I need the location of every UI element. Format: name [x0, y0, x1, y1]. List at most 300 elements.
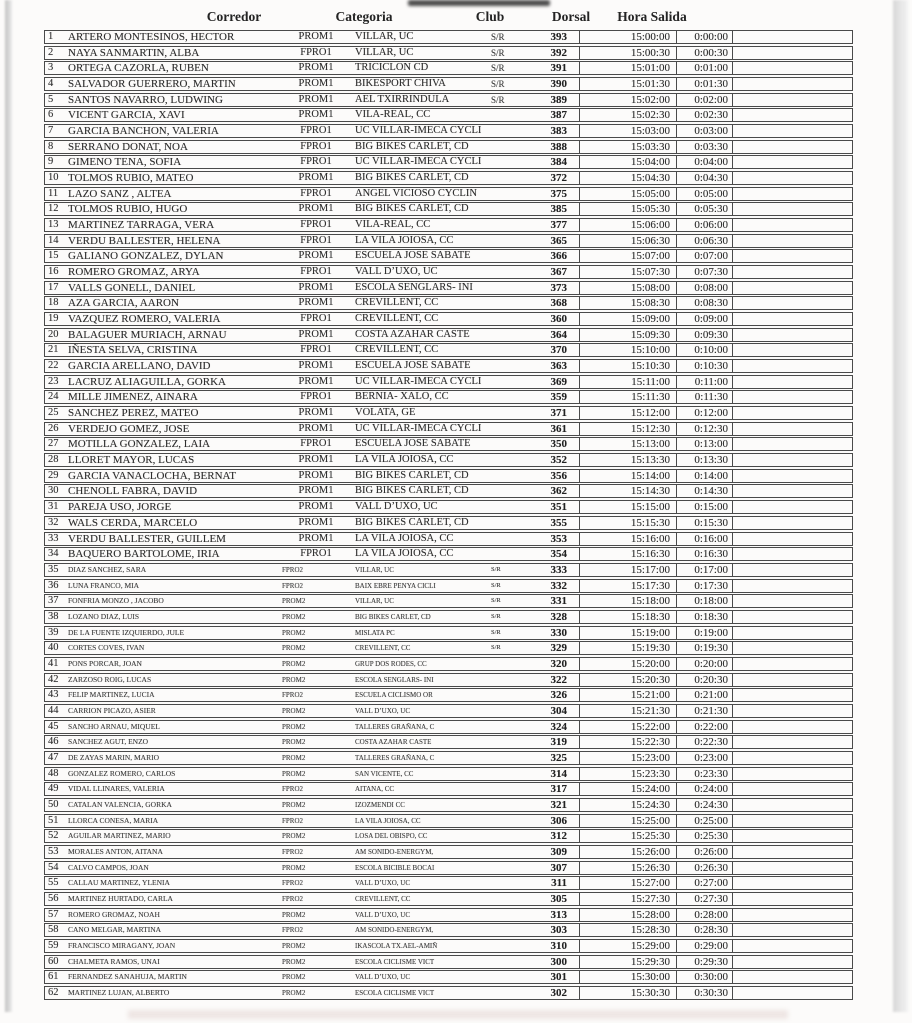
dorsal-number: 307: [550, 861, 567, 874]
rider-club: BERNIA- XALO, CC: [355, 391, 449, 403]
sr-flag: [491, 423, 521, 435]
rider-club: CREVILLENT, CC: [355, 644, 411, 653]
offset-time: 0:08:00: [676, 282, 732, 294]
rider-name: MARTINEZ LUJAN, ALBERTO: [68, 987, 170, 997]
empty-cell: [732, 141, 852, 153]
rider-club: VILLAR, UC: [355, 31, 414, 42]
offset-time: 0:24:00: [676, 783, 732, 795]
table-row: [44, 610, 853, 624]
rider-club: ESCOLA BICIBLE BOCAI: [355, 863, 435, 872]
row-number: 49: [48, 783, 59, 795]
rider-club: LA VILA JOIOSA, CC: [355, 454, 454, 466]
empty-cell: [732, 156, 852, 168]
sr-flag: [491, 235, 521, 247]
empty-cell: [732, 877, 852, 889]
rider-club: ESCUELA JOSE SABATE: [355, 438, 471, 450]
rider-name: AZA GARCIA, AARON: [68, 297, 179, 310]
rider-name: SANCHEZ AGUT, ENZO: [68, 737, 149, 747]
start-time: 15:05:30: [579, 203, 676, 215]
rider-category: FPRO1: [300, 266, 332, 278]
start-time: 15:07:30: [579, 266, 676, 278]
table-row: [44, 469, 853, 483]
start-time: 15:26:30: [579, 862, 676, 874]
row-number: 35: [48, 563, 59, 575]
rider-category: FPRO2: [282, 691, 304, 700]
sr-flag: [491, 846, 521, 858]
rider-name: VICENT GARCIA, XAVI: [68, 109, 185, 122]
offset-time: 0:06:30: [676, 235, 732, 247]
row-number: 51: [48, 814, 59, 826]
table-header: [44, 6, 853, 28]
table-row: [44, 30, 853, 44]
rider-club: GRUP DOS RODES, CC: [355, 659, 427, 668]
rider-name: VIDAL LLINARES, VALERIA: [68, 784, 165, 794]
empty-cell: [732, 924, 852, 936]
rider-club: BIG BIKES CARLET, CD: [355, 172, 469, 184]
table-row: [44, 532, 853, 546]
rider-club: ANGEL VICIOSO CYCLIN: [355, 187, 477, 199]
start-time: 15:00:30: [579, 47, 676, 59]
sr-flag: [491, 689, 521, 701]
rider-category: PROM2: [282, 988, 306, 997]
rider-category: PROM2: [282, 910, 306, 919]
row-number: 60: [48, 955, 59, 967]
rider-club: BIG BIKES CARLET, CD: [355, 203, 469, 215]
rider-name: GARCIA BANCHON, VALERIA: [68, 125, 219, 138]
sr-flag: [491, 250, 521, 262]
rider-category: FPRO1: [300, 313, 332, 325]
rider-category: PROM1: [298, 516, 334, 528]
empty-cell: [732, 47, 852, 59]
empty-cell: [732, 391, 852, 403]
empty-cell: [732, 454, 852, 466]
rider-name: VERDU BALLESTER, GUILLEM: [68, 532, 226, 545]
table-row: [44, 579, 853, 593]
start-time: 15:14:00: [579, 470, 676, 482]
rider-category: FPRO2: [282, 785, 304, 794]
empty-cell: [732, 203, 852, 215]
rider-name: PAREJA USO, JORGE: [68, 501, 172, 514]
rider-category: FPRO2: [282, 879, 304, 888]
table-row: [44, 814, 853, 828]
rider-name: FRANCISCO MIRAGANY, JOAN: [68, 940, 176, 950]
start-time: 15:09:30: [579, 329, 676, 341]
rider-name: ARTERO MONTESINOS, HECTOR: [68, 31, 235, 43]
rider-category: FPRO1: [300, 156, 332, 168]
dorsal-number: 311: [551, 877, 567, 890]
dorsal-number: 383: [550, 125, 567, 138]
dorsal-number: 351: [550, 501, 567, 514]
sr-flag: S/R: [491, 581, 501, 589]
rider-category: PROM2: [282, 738, 306, 747]
offset-time: 0:12:00: [676, 407, 732, 419]
row-number: 26: [48, 422, 59, 434]
offset-time: 0:04:30: [676, 172, 732, 184]
offset-time: 0:29:00: [676, 940, 732, 952]
rider-club: BIG BIKES CARLET, CD: [355, 516, 469, 528]
rider-name: GIMENO TENA, SOFIA: [68, 156, 182, 169]
rider-club: ESCOLA SENGLARS- INI: [355, 675, 434, 684]
rider-name: VAZQUEZ ROMERO, VALERIA: [68, 313, 221, 326]
start-time: 15:20:00: [579, 658, 676, 670]
sr-flag: [491, 830, 521, 842]
row-number: 62: [48, 986, 59, 998]
sr-flag: [491, 783, 521, 795]
dorsal-number: 375: [550, 187, 567, 200]
start-list-table: [44, 30, 853, 1002]
rider-category: FPRO1: [300, 187, 332, 199]
empty-cell: [732, 564, 852, 576]
rider-club: CREVILLENT, CC: [355, 313, 439, 325]
rider-category: PROM2: [282, 941, 306, 950]
start-time: 15:29:30: [579, 956, 676, 968]
rider-category: FPRO1: [300, 46, 332, 58]
table-row: [44, 218, 853, 232]
rider-name: GARCIA ARELLANO, DAVID: [68, 360, 211, 373]
offset-time: 0:15:30: [676, 517, 732, 529]
sr-flag: [491, 470, 521, 482]
rider-name: CORTES COVES, IVAN: [68, 643, 145, 653]
row-number: 52: [48, 830, 59, 842]
rider-name: LACRUZ ALIAGUILLA, GORKA: [68, 375, 226, 388]
empty-cell: [732, 407, 852, 419]
empty-cell: [732, 752, 852, 764]
rider-category: PROM1: [298, 501, 334, 513]
offset-time: 0:23:30: [676, 768, 732, 780]
rider-club: COSTA AZAHAR CASTE: [355, 328, 470, 340]
start-time: 15:27:30: [579, 893, 676, 905]
row-number: 31: [48, 501, 59, 513]
table-row: [44, 484, 853, 498]
offset-time: 0:09:00: [676, 313, 732, 325]
row-number: 25: [48, 407, 59, 419]
sr-flag: [491, 752, 521, 764]
table-row: [44, 422, 853, 436]
rider-club: AITANA, CC: [355, 785, 395, 794]
start-time: 15:15:30: [579, 517, 676, 529]
sr-flag: [491, 517, 521, 529]
row-number: 22: [48, 360, 59, 372]
rider-club: CREVILLENT, CC: [355, 297, 439, 309]
empty-cell: [732, 768, 852, 780]
header-categoria: Categoria: [335, 9, 393, 24]
table-row: [44, 359, 853, 373]
start-time: 15:16:30: [579, 548, 676, 560]
table-row: [44, 516, 853, 530]
offset-time: 0:05:00: [676, 188, 732, 200]
scan-edge-shadow-right: [893, 0, 908, 1012]
sr-flag: [491, 924, 521, 936]
offset-time: 0:28:00: [676, 909, 732, 921]
start-time: 15:28:30: [579, 924, 676, 936]
offset-time: 0:29:30: [676, 956, 732, 968]
row-number: 19: [48, 313, 59, 325]
dorsal-number: 330: [550, 626, 567, 639]
start-time: 15:11:30: [579, 391, 676, 403]
start-time: 15:22:00: [579, 721, 676, 733]
table-row: [44, 343, 853, 357]
rider-club: AM SONIDO-ENERGYM,: [355, 926, 434, 935]
offset-time: 0:30:30: [676, 987, 732, 999]
dorsal-number: 392: [550, 46, 567, 59]
sr-flag: [491, 877, 521, 889]
empty-cell: [732, 62, 852, 74]
rider-club: VALL D’UXO, UC: [355, 266, 438, 278]
rider-club: LA VILA JOIOSA, CC: [355, 548, 454, 560]
dorsal-number: 325: [550, 751, 567, 764]
dorsal-number: 352: [550, 454, 567, 467]
sr-flag: S/R: [491, 63, 505, 74]
start-time: 15:19:00: [579, 627, 676, 639]
offset-time: 0:27:00: [676, 877, 732, 889]
table-row: [44, 626, 853, 640]
offset-time: 0:30:00: [676, 971, 732, 983]
empty-cell: [732, 658, 852, 670]
dorsal-number: 355: [550, 516, 567, 529]
sr-flag: S/R: [491, 628, 501, 636]
sr-flag: [491, 329, 521, 341]
offset-time: 0:00:00: [676, 31, 732, 43]
sr-flag: [491, 141, 521, 153]
dorsal-number: 388: [550, 140, 567, 153]
start-time: 15:10:30: [579, 360, 676, 372]
sr-flag: [491, 533, 521, 545]
table-row: [44, 500, 853, 514]
offset-time: 0:00:30: [676, 47, 732, 59]
sr-flag: S/R: [491, 32, 505, 42]
offset-time: 0:25:00: [676, 815, 732, 827]
row-number: 33: [48, 532, 59, 544]
start-time: 15:13:30: [579, 454, 676, 466]
row-number: 12: [48, 203, 59, 215]
rider-category: PROM2: [282, 800, 306, 809]
offset-time: 0:23:00: [676, 752, 732, 764]
table-row: [44, 720, 853, 734]
empty-cell: [732, 313, 852, 325]
rider-category: FPRO2: [282, 926, 304, 935]
dorsal-number: 332: [550, 579, 567, 592]
sr-flag: [491, 768, 521, 780]
rider-name: FERNANDEZ SANAHUJA, MARTIN: [68, 972, 187, 982]
dorsal-number: 367: [550, 266, 567, 279]
rider-category: FPRO1: [300, 234, 332, 246]
rider-club: BAIX EBRE PENYA CICLI: [355, 581, 436, 590]
rider-name: BALAGUER MURIACH, ARNAU: [68, 328, 227, 341]
sr-flag: S/R: [491, 565, 501, 573]
rider-name: AGUILAR MARTINEZ, MARIO: [68, 831, 171, 841]
dorsal-number: 387: [550, 109, 567, 122]
row-number: 11: [48, 187, 59, 199]
start-time: 15:14:30: [579, 485, 676, 497]
offset-time: 0:22:30: [676, 736, 732, 748]
sr-flag: [491, 721, 521, 733]
rider-name: NAYA SANMARTIN, ALBA: [68, 46, 200, 59]
dorsal-number: 320: [550, 657, 567, 670]
empty-cell: [732, 689, 852, 701]
empty-cell: [732, 78, 852, 90]
rider-category: PROM1: [298, 281, 334, 293]
rider-category: FPRO1: [300, 548, 332, 560]
start-time: 15:15:00: [579, 501, 676, 513]
rider-name: LUNA FRANCO, MIA: [68, 580, 140, 590]
start-time: 15:18:30: [579, 611, 676, 623]
sr-flag: [491, 485, 521, 497]
start-time: 15:18:00: [579, 595, 676, 607]
rider-category: PROM1: [298, 78, 334, 90]
row-number: 2: [48, 46, 54, 58]
dorsal-number: 312: [550, 830, 567, 843]
rider-club: VALL D’UXO, UC: [355, 973, 411, 982]
sr-flag: [491, 282, 521, 294]
rider-category: PROM2: [282, 706, 306, 715]
dorsal-number: 384: [550, 156, 567, 169]
row-number: 9: [48, 156, 54, 168]
dorsal-number: 377: [550, 219, 567, 232]
rider-category: PROM1: [298, 422, 334, 434]
table-row: [44, 375, 853, 389]
empty-cell: [732, 830, 852, 842]
offset-time: 0:15:00: [676, 501, 732, 513]
dorsal-number: 324: [550, 720, 567, 733]
rider-name: CATALAN VALENCIA, GORKA: [68, 799, 172, 809]
dorsal-number: 306: [550, 814, 567, 827]
rider-name: CHALMETA RAMOS, UNAI: [68, 956, 160, 966]
dorsal-number: 391: [550, 62, 567, 75]
offset-time: 0:26:30: [676, 862, 732, 874]
table-row: [44, 845, 853, 859]
header-hora-salida: Hora Salida: [617, 9, 687, 24]
rider-name: MOTILLA GONZALEZ, LAIA: [68, 438, 211, 451]
sr-flag: [491, 956, 521, 968]
rider-category: FPRO2: [282, 565, 304, 574]
table-row: [44, 312, 853, 326]
rider-name: SERRANO DONAT, NOA: [68, 140, 188, 153]
row-number: 56: [48, 892, 59, 904]
offset-time: 0:17:00: [676, 564, 732, 576]
rider-club: MISLATA PC: [355, 628, 395, 637]
start-time: 15:17:30: [579, 580, 676, 592]
header-club: Club: [475, 9, 505, 24]
rider-club: VILA-REAL, CC: [355, 109, 431, 121]
rider-club: ESCUELA CICLISMO OR: [355, 691, 433, 700]
dorsal-number: 363: [550, 360, 567, 373]
empty-cell: [732, 595, 852, 607]
rider-club: LA VILA JOIOSA, CC: [355, 234, 454, 246]
row-number: 47: [48, 751, 59, 763]
empty-cell: [732, 235, 852, 247]
dorsal-number: 362: [550, 485, 567, 498]
table-row: [44, 547, 853, 561]
rider-name: SANCHEZ PEREZ, MATEO: [68, 407, 199, 420]
row-number: 1: [48, 31, 54, 42]
rider-club: CREVILLENT, CC: [355, 344, 439, 356]
rider-category: FPRO1: [300, 344, 332, 356]
dorsal-number: 353: [550, 532, 567, 545]
rider-name: CARRION PICAZO, ASIER: [68, 705, 156, 715]
dorsal-number: 313: [550, 908, 567, 921]
offset-time: 0:14:00: [676, 470, 732, 482]
table-row: [44, 767, 853, 781]
offset-time: 0:09:30: [676, 329, 732, 341]
dorsal-number: 350: [550, 438, 567, 451]
sr-flag: [491, 172, 521, 184]
header-dorsal: Dorsal: [551, 9, 591, 24]
empty-cell: [732, 721, 852, 733]
rider-category: PROM2: [282, 628, 306, 637]
sr-flag: [491, 376, 521, 388]
offset-time: 0:18:30: [676, 611, 732, 623]
row-number: 6: [48, 109, 54, 121]
start-time: 15:30:00: [579, 971, 676, 983]
rider-name: MARTINEZ HURTADO, CARLA: [68, 893, 173, 903]
sr-flag: [491, 658, 521, 670]
row-number: 18: [48, 297, 59, 309]
offset-time: 0:07:30: [676, 266, 732, 278]
rider-category: PROM1: [298, 93, 334, 105]
rider-category: PROM1: [298, 31, 334, 42]
rider-club: UC VILLAR-IMECA CYCLI: [355, 375, 482, 387]
rider-name: PONS PORCAR, JOAN: [68, 658, 142, 668]
rider-name: CALVO CAMPOS, JOAN: [68, 862, 149, 872]
dorsal-number: 366: [550, 250, 567, 263]
header-corredor: Corredor: [206, 9, 262, 24]
start-time: 15:28:00: [579, 909, 676, 921]
sr-flag: [491, 674, 521, 686]
dorsal-number: 368: [550, 297, 567, 310]
table-row: [44, 641, 853, 655]
rider-name: ORTEGA CAZORLA, RUBEN: [68, 62, 209, 75]
table-row: [44, 140, 853, 154]
row-number: 43: [48, 689, 59, 701]
row-number: 57: [48, 908, 59, 920]
offset-time: 0:11:30: [676, 391, 732, 403]
empty-cell: [732, 125, 852, 137]
row-number: 29: [48, 469, 59, 481]
empty-cell: [732, 109, 852, 121]
rider-club: BIG BIKES CARLET, CD: [355, 140, 469, 152]
rider-club: AEL TXIRRINDULA: [355, 93, 450, 105]
start-time: 15:16:00: [579, 533, 676, 545]
empty-cell: [732, 297, 852, 309]
offset-time: 0:16:00: [676, 533, 732, 545]
rider-category: PROM2: [282, 675, 306, 684]
offset-time: 0:08:30: [676, 297, 732, 309]
offset-time: 0:20:00: [676, 658, 732, 670]
row-number: 38: [48, 610, 59, 622]
dorsal-number: 317: [550, 783, 567, 796]
row-number: 15: [48, 250, 59, 262]
rider-category: PROM1: [298, 203, 334, 215]
offset-time: 0:25:30: [676, 830, 732, 842]
table-row: [44, 829, 853, 843]
offset-time: 0:06:00: [676, 219, 732, 231]
table-row: [44, 798, 853, 812]
empty-cell: [732, 533, 852, 545]
rider-club: UC VILLAR-IMECA CYCLI: [355, 156, 482, 168]
empty-cell: [732, 438, 852, 450]
empty-cell: [732, 736, 852, 748]
rider-category: PROM2: [282, 957, 306, 966]
empty-cell: [732, 360, 852, 372]
dorsal-number: 328: [550, 610, 567, 623]
row-number: 54: [48, 861, 59, 873]
empty-cell: [732, 909, 852, 921]
empty-cell: [732, 94, 852, 106]
dorsal-number: 303: [550, 924, 567, 937]
sr-flag: [491, 344, 521, 356]
offset-time: 0:19:30: [676, 642, 732, 654]
rider-club: CREVILLENT, CC: [355, 894, 411, 903]
